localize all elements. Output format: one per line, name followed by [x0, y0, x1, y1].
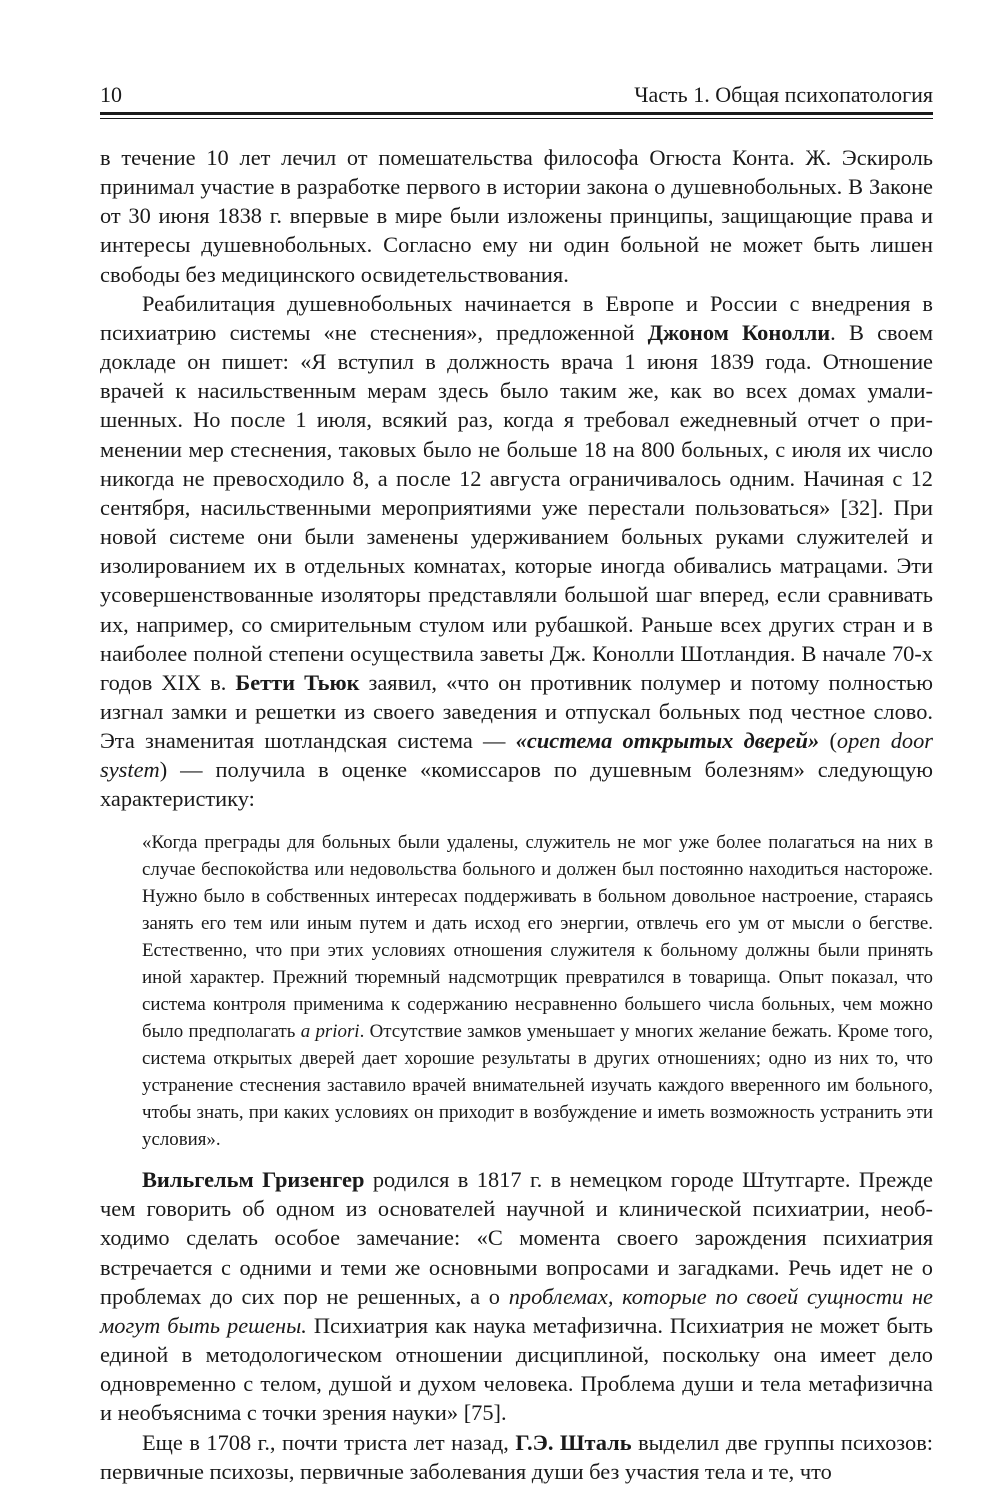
name-stahl: Г.Э. Шталь	[515, 1429, 632, 1455]
term-open-door-system: open door system	[100, 728, 933, 783]
name-tuke: Бетти Тьюк	[235, 669, 360, 695]
text-run: Психиатрия как наука метафизична. Психиатрия не может быть единой в методологическом отношении дисциплиной, поскольку она имеет дело одновременно с телом, душой и духом человека. Проблема души и тела метафизична и необъяснима с точки зрения науки» [75].	[100, 1312, 933, 1426]
name-griesinger: Вильгельм Гризенгер	[142, 1167, 365, 1193]
page-number: 10	[100, 82, 122, 107]
paragraph-conolly	[100, 289, 933, 814]
block-quote	[100, 829, 933, 1154]
term-a-priori: a priori	[300, 1020, 360, 1042]
text-run: родился в 1817 г. в немецком городе Штутгарте. Прежде чем говорить об одном из основателей научной и клинической психиатрии, необходимо сделать особое замечание: «С момента своего зарождения психиатрия встречается с одними и теми же основными вопросами и загадками. Речь идет не о проблемах до сих пор не решенных, а о	[100, 1167, 933, 1309]
main-text	[100, 143, 933, 1486]
running-header	[100, 82, 933, 108]
name-conolly: Джоном Конолли	[647, 319, 831, 345]
text-run: . В своем докладе он пишет: «Я вступил в должность врача 1 июня 1839 года. Отношение врачей к насильственным мерам здесь было таким же, как во всех домах умалишенных. Но после 1 июля, всякий раз, когда я требовал ежедневный отчет о применении мер стеснения, таковых было не больше 18 на 800 больных, с июля их число никогда не превосходило 8, а после 12 августа ограничивалось одним. Начиная с 12 сентября, насильственными мероприятиями уже перестали пользоваться» [32]. При новой системе они были заменены удерживанием больных руками служителей и изолированием их в отдельных комнатах, которые иногда обивались матрацами. Эти усовершенствованные изоляторы представляли большой шаг вперед, если сравнивать их, например, со смирительным стулом или рубашкой. Раньше всех других стран и в наиболее полной степени осуществила заветы Дж. Конолли Шотландия. В начале 70-х годов XIX в.	[100, 319, 934, 695]
emphasis-problems: проблемах, которые по своей сущности не могут быть решены.	[100, 1283, 933, 1338]
text-run: ) — получила в оценке «комиссаров по душевным болезням» следующую характеристику:	[100, 757, 933, 812]
text-run: заявил, «что он противник полумер и потому полностью изгнал замки и решетки из своего заведения и отпускал больных под честное слово. Эта знаменитая шотландская система —	[100, 669, 933, 754]
text-run: Еще в 1708 г., почти триста лет назад,	[142, 1429, 516, 1455]
paragraph-text: в течение 10 лет лечил от помешательства философа Огюста Конта. Ж. Эскироль принимал участие в разработке первого в истории закона о душевнобольных. В Законе от 30 июня 1838 г. впервые в мире были изложены принципы, защищающие права и интересы душевнобольных. Согласно ему ни один больной не может быть лишен свободы без медицинского освидетельствования.	[100, 145, 933, 287]
paragraph-griesinger	[100, 1165, 933, 1427]
text-run: «Когда преграды для больных были удалены, служитель не мог уже более полагаться на них в случае беспокойства или недовольства больного и должен был постоянно находиться настороже. Нужно было в собственных интересах поддерживать в больном довольное настроение, стараясь занять его тем или иным путем и дать исход его энергии, отвлечь его ум от мысли о бегстве. Естественно, что при этих условиях отношения служителя к больному должны были принять иной характер. Прежний тюремный надсмотрщик превратился в товарища. Опыт показал, что система контроля применима к содержанию несравненно большего числа больных, чем можно было предполагать	[142, 831, 933, 1042]
paragraph-continuation	[100, 143, 933, 289]
text-run: . Отсутствие замков уменьшает у многих желание бежать. Кроме того, система открытых дверей дает хорошие результаты в других отношениях; одно из них то, что устранение стеснения заставило врачей внимательней изучать каждого вверенного им больного, чтобы знать, при каких условиях он приходит в возбуждение и иметь возможность устранить эти условия».	[142, 1020, 933, 1151]
quote-text	[142, 829, 933, 1154]
header-rule-thin	[100, 118, 933, 119]
text-run: (	[819, 728, 837, 754]
paragraph-stahl	[100, 1428, 933, 1486]
header-rule-thick	[100, 112, 933, 115]
text-run: Реабилитация душевнобольных начинается в Европе и России с внедрения в психиатрию системы «не стеснения», предложенной	[100, 290, 933, 345]
section-title: Часть 1. Общая психопатология	[634, 82, 933, 107]
text-run: выделил две группы психозов: первичные психозы, первичные заболевания души без участия тела и те, что	[100, 1429, 933, 1484]
term-open-doors: «система открытых дверей»	[515, 728, 820, 754]
